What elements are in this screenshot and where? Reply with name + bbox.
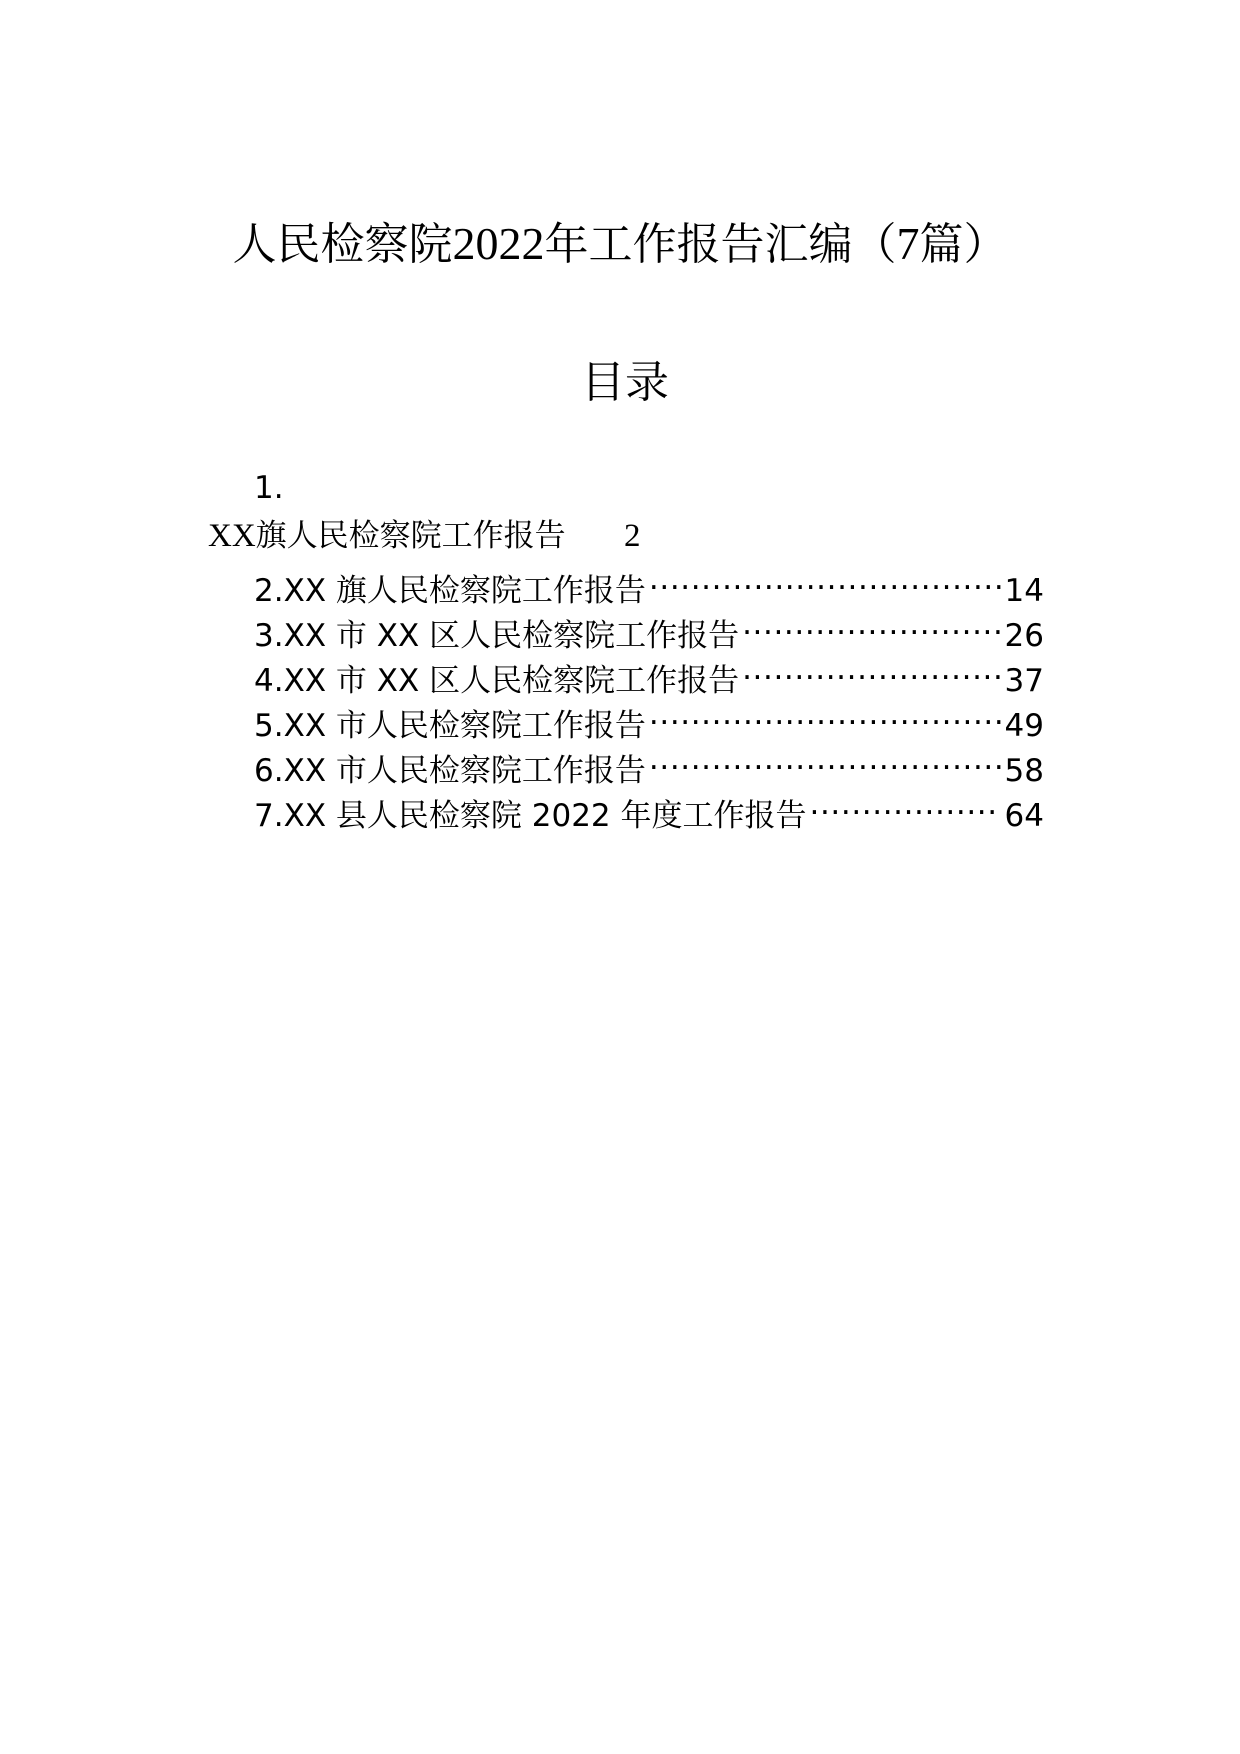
- title-middle: 年工作报告汇编（: [544, 219, 897, 270]
- toc-entry-1-number[interactable]: 1.: [254, 470, 284, 506]
- toc-entry-page: 64: [1004, 798, 1044, 834]
- toc-entry-3[interactable]: [254, 602, 1044, 654]
- toc-entry-5[interactable]: [254, 692, 1044, 744]
- toc-entry-1-title[interactable]: [208, 514, 566, 558]
- toc-entry-label: 3.XX 市 XX 区人民检察院工作报告: [254, 618, 740, 654]
- toc-entry-1-page[interactable]: 2: [624, 518, 641, 554]
- toc-dot-leader: [742, 602, 1000, 646]
- document-title: [0, 214, 1240, 275]
- toc-entry-page: 26: [1004, 618, 1044, 654]
- title-prefix: 人民检察院: [232, 219, 453, 270]
- toc-entry-page: 58: [1004, 753, 1044, 789]
- title-suffix: 篇）: [919, 219, 1008, 270]
- title-count: 7: [896, 218, 920, 269]
- toc-entry-page: 14: [1004, 573, 1044, 609]
- toc-entry-label: 5.XX 市人民检察院工作报告: [254, 708, 646, 744]
- toc-entry-1-title-text: 旗人民检察院工作报告: [255, 518, 566, 554]
- toc-entry-1-title-latin: XX: [208, 518, 256, 554]
- toc-dot-leader: [810, 782, 1001, 826]
- toc-entry-label: 4.XX 市 XX 区人民检察院工作报告: [254, 663, 740, 699]
- toc-entry-label: 2.XX 旗人民检察院工作报告: [254, 573, 646, 609]
- toc-dot-leader: [649, 692, 1001, 736]
- toc-dot-leader: [649, 737, 1001, 781]
- toc-entry-page: 37: [1004, 663, 1044, 699]
- toc-entry-4[interactable]: [254, 647, 1044, 699]
- title-year: 2022: [452, 218, 545, 269]
- toc-dot-leader: [742, 647, 1000, 691]
- toc-dot-leader: [649, 557, 1001, 601]
- toc-entry-label: 7.XX 县人民检察院 2022 年度工作报告: [254, 798, 807, 834]
- toc-heading-text: 目录: [581, 357, 669, 408]
- toc-entry-7[interactable]: [254, 782, 1044, 834]
- toc-entry-page: 49: [1004, 708, 1044, 744]
- toc-entry-label: 6.XX 市人民检察院工作报告: [254, 753, 646, 789]
- toc-entry-6[interactable]: [254, 737, 1044, 789]
- toc-heading: [0, 353, 1240, 413]
- toc-entry-2[interactable]: [254, 557, 1044, 609]
